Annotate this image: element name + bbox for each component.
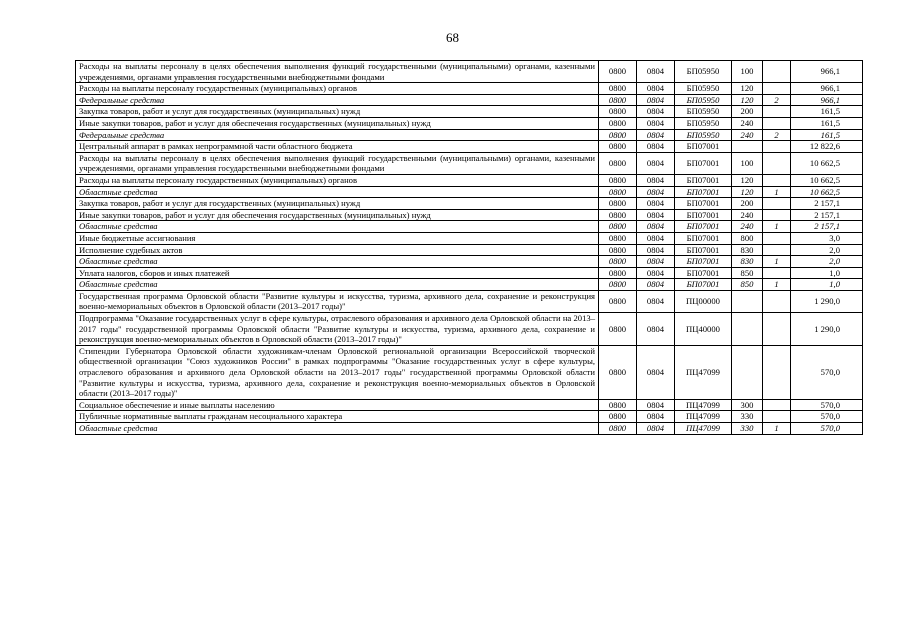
- expense-type-cell: 300: [732, 399, 763, 411]
- funding-source-cell: [763, 141, 791, 153]
- subsection-code-cell: 0804: [637, 106, 675, 118]
- amount-cell: 1 290,0: [791, 290, 863, 312]
- subsection-code-cell: 0804: [637, 244, 675, 256]
- target-article-cell: БП07001: [675, 267, 732, 279]
- subsection-code-cell: 0804: [637, 423, 675, 435]
- expense-type-cell: 240: [732, 209, 763, 221]
- target-article-cell: БП07001: [675, 198, 732, 210]
- target-article-cell: БП07001: [675, 141, 732, 153]
- expense-type-cell: [732, 313, 763, 346]
- table-row: [76, 423, 863, 435]
- target-article-cell: БП07001: [675, 256, 732, 268]
- amount-cell: 2,0: [791, 244, 863, 256]
- table-row: [76, 117, 863, 129]
- target-article-cell: ПЦ47099: [675, 423, 732, 435]
- expense-type-cell: 240: [732, 117, 763, 129]
- subsection-code-cell: 0804: [637, 94, 675, 106]
- expense-name-cell: Расходы на выплаты персоналу государственных (муниципальных) органов: [76, 83, 599, 95]
- funding-source-cell: [763, 106, 791, 118]
- amount-cell: 966,1: [791, 94, 863, 106]
- expense-name-cell: Расходы на выплаты персоналу в целях обеспечения выполнения функций государственными (муниципальными) органами, казенными учреждениями, органами управления государственными внебюджетными фондами: [76, 61, 599, 83]
- table-row: [76, 141, 863, 153]
- expense-type-cell: 330: [732, 411, 763, 423]
- section-code-cell: 0800: [599, 61, 637, 83]
- subsection-code-cell: 0804: [637, 61, 675, 83]
- expense-type-cell: 120: [732, 174, 763, 186]
- subsection-code-cell: 0804: [637, 141, 675, 153]
- amount-cell: 2,0: [791, 256, 863, 268]
- subsection-code-cell: 0804: [637, 411, 675, 423]
- table-row: [76, 345, 863, 399]
- expense-type-cell: 240: [732, 129, 763, 141]
- expense-name-cell: Федеральные средства: [76, 129, 599, 141]
- expense-name-cell: Исполнение судебных актов: [76, 244, 599, 256]
- target-article-cell: БП05950: [675, 117, 732, 129]
- table-row: [76, 106, 863, 118]
- funding-source-cell: [763, 232, 791, 244]
- expense-type-cell: 830: [732, 244, 763, 256]
- section-code-cell: 0800: [599, 174, 637, 186]
- amount-cell: 2 157,1: [791, 198, 863, 210]
- expense-name-cell: Закупка товаров, работ и услуг для государственных (муниципальных) нужд: [76, 106, 599, 118]
- amount-cell: 161,5: [791, 129, 863, 141]
- target-article-cell: БП05950: [675, 129, 732, 141]
- subsection-code-cell: 0804: [637, 209, 675, 221]
- section-code-cell: 0800: [599, 141, 637, 153]
- subsection-code-cell: 0804: [637, 267, 675, 279]
- amount-cell: 966,1: [791, 83, 863, 95]
- table-row: [76, 174, 863, 186]
- expense-name-cell: Иные закупки товаров, работ и услуг для обеспечения государственных (муниципальных) нужд: [76, 209, 599, 221]
- amount-cell: 1 290,0: [791, 313, 863, 346]
- section-code-cell: 0800: [599, 411, 637, 423]
- section-code-cell: 0800: [599, 290, 637, 312]
- funding-source-cell: [763, 174, 791, 186]
- table-row: [76, 256, 863, 268]
- expense-name-cell: Областные средства: [76, 186, 599, 198]
- expense-name-cell: Закупка товаров, работ и услуг для государственных (муниципальных) нужд: [76, 198, 599, 210]
- expense-name-cell: Расходы на выплаты персоналу в целях обеспечения выполнения функций государственными (муниципальными) органами, казенными учреждениями, органами управления государственными внебюджетными фондами: [76, 152, 599, 174]
- expense-type-cell: [732, 141, 763, 153]
- section-code-cell: 0800: [599, 221, 637, 233]
- section-code-cell: 0800: [599, 152, 637, 174]
- section-code-cell: 0800: [599, 256, 637, 268]
- funding-source-cell: [763, 267, 791, 279]
- expense-type-cell: [732, 345, 763, 399]
- subsection-code-cell: 0804: [637, 83, 675, 95]
- table-row: [76, 244, 863, 256]
- table-row: [76, 61, 863, 83]
- subsection-code-cell: 0804: [637, 186, 675, 198]
- subsection-code-cell: 0804: [637, 256, 675, 268]
- expense-type-cell: 830: [732, 256, 763, 268]
- expense-type-cell: 200: [732, 198, 763, 210]
- subsection-code-cell: 0804: [637, 232, 675, 244]
- subsection-code-cell: 0804: [637, 290, 675, 312]
- amount-cell: 161,5: [791, 117, 863, 129]
- table-row: [76, 221, 863, 233]
- amount-cell: 10 662,5: [791, 186, 863, 198]
- table-row: [76, 411, 863, 423]
- subsection-code-cell: 0804: [637, 399, 675, 411]
- target-article-cell: БП07001: [675, 232, 732, 244]
- funding-source-cell: [763, 152, 791, 174]
- funding-source-cell: 1: [763, 279, 791, 291]
- table-row: [76, 232, 863, 244]
- expense-name-cell: Расходы на выплаты персоналу государственных (муниципальных) органов: [76, 174, 599, 186]
- section-code-cell: 0800: [599, 117, 637, 129]
- amount-cell: 10 662,5: [791, 174, 863, 186]
- subsection-code-cell: 0804: [637, 198, 675, 210]
- table-row: [76, 198, 863, 210]
- expense-type-cell: 850: [732, 267, 763, 279]
- funding-source-cell: [763, 399, 791, 411]
- expense-type-cell: 100: [732, 152, 763, 174]
- funding-source-cell: 1: [763, 221, 791, 233]
- target-article-cell: ПЦ00000: [675, 290, 732, 312]
- table-row: [76, 290, 863, 312]
- funding-source-cell: 2: [763, 129, 791, 141]
- budget-table-body: [76, 61, 863, 435]
- section-code-cell: 0800: [599, 279, 637, 291]
- page-number: 68: [446, 30, 459, 45]
- target-article-cell: БП07001: [675, 174, 732, 186]
- target-article-cell: ПЦ47099: [675, 411, 732, 423]
- amount-cell: 3,0: [791, 232, 863, 244]
- funding-source-cell: [763, 117, 791, 129]
- target-article-cell: БП07001: [675, 186, 732, 198]
- funding-source-cell: [763, 411, 791, 423]
- section-code-cell: 0800: [599, 267, 637, 279]
- budget-table: [75, 60, 863, 435]
- amount-cell: 10 662,5: [791, 152, 863, 174]
- funding-source-cell: [763, 209, 791, 221]
- expense-type-cell: 800: [732, 232, 763, 244]
- section-code-cell: 0800: [599, 232, 637, 244]
- target-article-cell: БП07001: [675, 279, 732, 291]
- amount-cell: 570,0: [791, 399, 863, 411]
- target-article-cell: БП05950: [675, 94, 732, 106]
- section-code-cell: 0800: [599, 345, 637, 399]
- amount-cell: 12 822,6: [791, 141, 863, 153]
- section-code-cell: 0800: [599, 423, 637, 435]
- funding-source-cell: 2: [763, 94, 791, 106]
- section-code-cell: 0800: [599, 198, 637, 210]
- section-code-cell: 0800: [599, 186, 637, 198]
- subsection-code-cell: 0804: [637, 152, 675, 174]
- expense-type-cell: 200: [732, 106, 763, 118]
- table-row: [76, 186, 863, 198]
- expense-type-cell: 120: [732, 94, 763, 106]
- table-row: [76, 83, 863, 95]
- expense-name-cell: Областные средства: [76, 221, 599, 233]
- target-article-cell: БП05950: [675, 83, 732, 95]
- amount-cell: 1,0: [791, 279, 863, 291]
- expense-name-cell: Областные средства: [76, 256, 599, 268]
- expense-type-cell: 240: [732, 221, 763, 233]
- expense-name-cell: Уплата налогов, сборов и иных платежей: [76, 267, 599, 279]
- expense-name-cell: Государственная программа Орловской области "Развитие культуры и искусства, туризма, архивного дела, сохранение и реконструкция военно-мемориальных объектов в Орловской области (2013–2017 годы)": [76, 290, 599, 312]
- target-article-cell: БП07001: [675, 209, 732, 221]
- funding-source-cell: [763, 290, 791, 312]
- funding-source-cell: [763, 345, 791, 399]
- section-code-cell: 0800: [599, 313, 637, 346]
- expense-type-cell: 330: [732, 423, 763, 435]
- table-row: [76, 129, 863, 141]
- amount-cell: 570,0: [791, 411, 863, 423]
- section-code-cell: 0800: [599, 106, 637, 118]
- section-code-cell: 0800: [599, 94, 637, 106]
- section-code-cell: 0800: [599, 129, 637, 141]
- section-code-cell: 0800: [599, 399, 637, 411]
- funding-source-cell: [763, 244, 791, 256]
- table-row: [76, 279, 863, 291]
- funding-source-cell: [763, 313, 791, 346]
- target-article-cell: ПЦ47099: [675, 345, 732, 399]
- section-code-cell: 0800: [599, 209, 637, 221]
- section-code-cell: 0800: [599, 83, 637, 95]
- target-article-cell: БП05950: [675, 106, 732, 118]
- subsection-code-cell: 0804: [637, 221, 675, 233]
- expense-name-cell: Стипендии Губернатора Орловской области художникам-членам Орловской региональной организации Всероссийской творческой общественной организации "Союз художников России" в рамках подпрограммы "Оказание государственных услуг в сфере культуры, отраслевого образования и архивного дела Орловской области на 2013–2017 годы" государственной программы Орловской области "Развитие культуры и искусства, туризма, архивного дела, сохранение и реконструкция военно-мемориальных объектов в Орловской области (2013–2017 годы)": [76, 345, 599, 399]
- expense-type-cell: 850: [732, 279, 763, 291]
- funding-source-cell: 1: [763, 423, 791, 435]
- table-row: [76, 313, 863, 346]
- amount-cell: 2 157,1: [791, 209, 863, 221]
- expense-name-cell: Социальное обеспечение и иные выплаты населению: [76, 399, 599, 411]
- amount-cell: 161,5: [791, 106, 863, 118]
- expense-name-cell: Областные средства: [76, 279, 599, 291]
- subsection-code-cell: 0804: [637, 129, 675, 141]
- expense-name-cell: Публичные нормативные выплаты гражданам несоциального характера: [76, 411, 599, 423]
- funding-source-cell: 1: [763, 186, 791, 198]
- subsection-code-cell: 0804: [637, 174, 675, 186]
- subsection-code-cell: 0804: [637, 345, 675, 399]
- table-row: [76, 152, 863, 174]
- expense-type-cell: [732, 290, 763, 312]
- funding-source-cell: [763, 83, 791, 95]
- expense-name-cell: Центральный аппарат в рамках непрограммной части областного бюджета: [76, 141, 599, 153]
- section-code-cell: 0800: [599, 244, 637, 256]
- funding-source-cell: [763, 61, 791, 83]
- funding-source-cell: 1: [763, 256, 791, 268]
- expense-name-cell: Федеральные средства: [76, 94, 599, 106]
- amount-cell: 570,0: [791, 345, 863, 399]
- expense-name-cell: Иные бюджетные ассигнования: [76, 232, 599, 244]
- funding-source-cell: [763, 198, 791, 210]
- target-article-cell: БП05950: [675, 61, 732, 83]
- amount-cell: 966,1: [791, 61, 863, 83]
- expense-name-cell: Областные средства: [76, 423, 599, 435]
- table-row: [76, 399, 863, 411]
- target-article-cell: ПЦ47099: [675, 399, 732, 411]
- expense-name-cell: Иные закупки товаров, работ и услуг для обеспечения государственных (муниципальных) нужд: [76, 117, 599, 129]
- target-article-cell: ПЦ40000: [675, 313, 732, 346]
- amount-cell: 570,0: [791, 423, 863, 435]
- expense-type-cell: 120: [732, 186, 763, 198]
- target-article-cell: БП07001: [675, 221, 732, 233]
- table-row: [76, 94, 863, 106]
- table-row: [76, 267, 863, 279]
- target-article-cell: БП07001: [675, 244, 732, 256]
- expense-type-cell: 120: [732, 83, 763, 95]
- subsection-code-cell: 0804: [637, 117, 675, 129]
- amount-cell: 2 157,1: [791, 221, 863, 233]
- amount-cell: 1,0: [791, 267, 863, 279]
- target-article-cell: БП07001: [675, 152, 732, 174]
- subsection-code-cell: 0804: [637, 279, 675, 291]
- subsection-code-cell: 0804: [637, 313, 675, 346]
- expense-type-cell: 100: [732, 61, 763, 83]
- table-row: [76, 209, 863, 221]
- expense-name-cell: Подпрограмма "Оказание государственных услуг в сфере культуры, отраслевого образования и архивного дела Орловской области на 2013–2017 годы" государственной программы Орловской области "Развитие культуры и искусства, туризма, архивного дела, сохранение и реконструкция военно-мемориальных объектов в Орловской области (2013–2017 годы)": [76, 313, 599, 346]
